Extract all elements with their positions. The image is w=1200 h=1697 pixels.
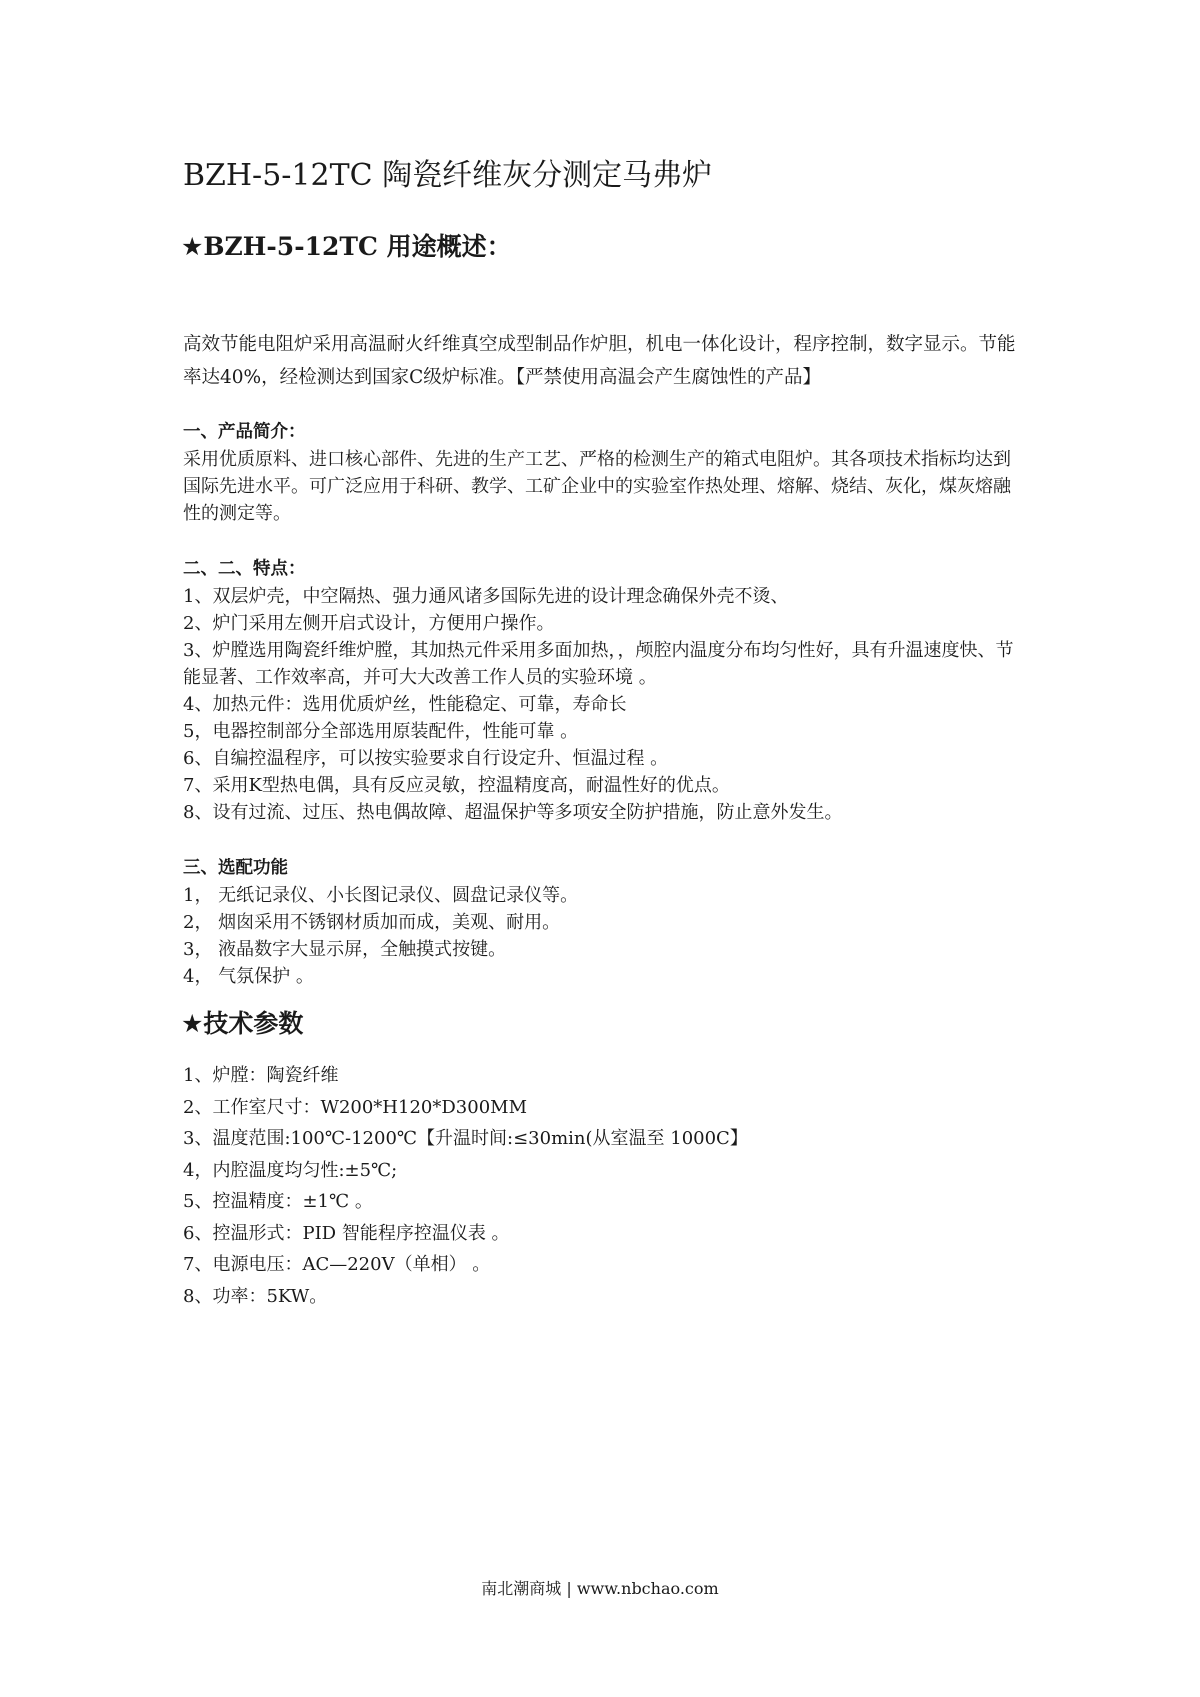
list-item: 8、设有过流、过压、热电偶故障、超温保护等多项安全防护措施，防止意外发生。: [183, 802, 843, 823]
list-item: 2、工作室尺寸：W200*H120*D300MM: [183, 1096, 528, 1118]
product-intro-text: 采用优质原料、进口核心部件、先进的生产工艺、严格的检测生产的箱式电阻炉。其各项技术指标均达到国际先进水平。可广泛应用于科研、教学、工矿企业中的实验室作热处理、熔解、烧结、灰化，煤灰熔融性的测定等。: [183, 449, 1011, 524]
list-item: 7、采用K型热电偶，具有反应灵敏，控温精度高，耐温性好的优点。: [183, 775, 730, 796]
list-item: 1、炉膛：陶瓷纤维: [183, 1065, 339, 1086]
list-item: 1、双层炉壳，中空隔热、强力通风诸多国际先进的设计理念确保外壳不烫、: [183, 586, 789, 607]
usage-heading-text: BZH-5-12TC 用途概述：: [203, 232, 512, 261]
star-icon: ★: [181, 1009, 204, 1038]
list-item: 4、加热元件：选用优质炉丝，性能稳定、可靠，寿命长: [183, 694, 627, 715]
tech-params-section: [183, 1060, 1028, 1312]
options-section: [183, 855, 1028, 990]
list-item: 8、功率：5KW。: [183, 1285, 328, 1307]
list-item: 5，电器控制部分全部选用原装配件，性能可靠 。: [183, 721, 579, 742]
product-intro-heading: 一、产品简介：: [183, 422, 306, 442]
star-icon: ★: [181, 232, 204, 261]
options-heading: 三、选配功能: [183, 858, 288, 878]
tech-params-heading-text: 技术参数: [203, 1009, 304, 1038]
list-item: 2、炉门采用左侧开启式设计，方便用户操作。: [183, 613, 555, 634]
page-footer: 南北潮商城 | www.nbchao.com: [481, 1579, 719, 1598]
list-item: 1， 无纸记录仪、小长图记录仪、圆盘记录仪等。: [183, 885, 579, 906]
list-item: 3、温度范围:100℃-1200℃【升温时间:≤30min(从室温至 1000C】: [183, 1128, 748, 1149]
list-item: 5、控温精度：±1℃ 。: [183, 1191, 373, 1212]
tech-params-list: [183, 1060, 1028, 1312]
product-intro-section: [183, 419, 1028, 527]
features-section: [183, 556, 1028, 826]
document-title: BZH-5-12TC 陶瓷纤维灰分测定马弗炉: [183, 158, 713, 193]
options-list: [183, 882, 1028, 990]
list-item: 3、炉膛选用陶瓷纤维炉膛，其加热元件采用多面加热，，颅腔内温度分布均匀性好，具有升温速度快、节能显著、工作效率高，并可大大改善工作人员的实验环境 。: [183, 640, 1014, 688]
list-item: 2， 烟囱采用不锈钢材质加而成，美观、耐用。: [183, 912, 561, 933]
features-heading: 二、二、特点：: [183, 559, 306, 579]
tech-params-heading: [181, 1007, 303, 1041]
list-item: 4，内腔温度均匀性:±5℃;: [183, 1159, 398, 1181]
list-item: 3， 液晶数字大显示屏，全触摸式按键。: [183, 939, 507, 960]
list-item: 6、自编控温程序，可以按实验要求自行设定升、恒温过程 。: [183, 748, 669, 769]
usage-heading: [181, 230, 512, 264]
list-item: 7、电源电压：AC—220V（单相） 。: [183, 1254, 491, 1275]
list-item: 4， 气氛保护 。: [183, 966, 314, 987]
usage-paragraph: 高效节能电阻炉采用高温耐火纤维真空成型制品作炉胆，机电一体化设计，程序控制，数字显示。节能率达40%，经检测达到国家C级炉标准。【严禁使用高温会产生腐蚀性的产品】: [183, 334, 1016, 388]
list-item: 6、控温形式：PID 智能程序控温仪表 。: [183, 1222, 510, 1244]
features-list: [183, 583, 1028, 826]
